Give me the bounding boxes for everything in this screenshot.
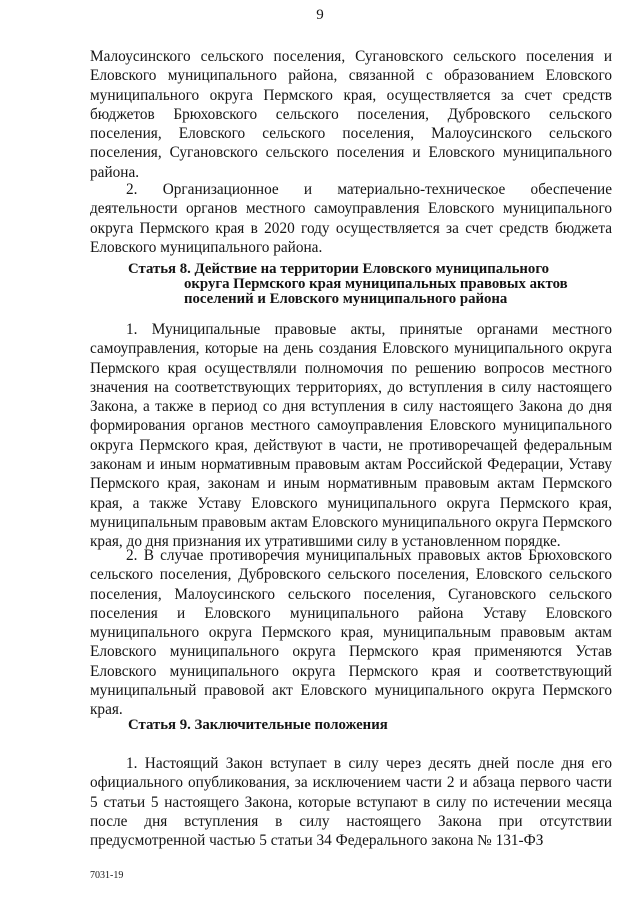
article8-heading-line1: Статья 8. Действие на территории Еловского муниципального <box>128 261 550 277</box>
paragraph-continuation: Малоусинского сельского поселения, Сугановского сельского поселения и Еловского муниципального района, связанной с образованием Еловского муниципального округа Пермского края, осуществляется за счет средств бюджетов Брюховского сельского поселения, Дубровского сельского поселения, Еловского сельского поселения, Малоусинского сельского поселения, Сугановского сельского поселения и Еловского муниципального района. <box>90 48 612 181</box>
page-number: 9 <box>316 7 324 23</box>
article8-heading <box>90 262 612 307</box>
article8-heading-line3: поселений и Еловского муниципального района <box>184 291 508 307</box>
article8-heading-line2: округа Пермского края муниципальных правовых актов <box>184 276 568 292</box>
article9-heading: Статья 9. Заключительные положения <box>128 717 388 733</box>
article8-paragraph-2: 2. В случае противоречия муниципальных правовых актов Брюховского сельского поселения, Дубровского сельского поселения, Еловского сельского поселения, Малоусинского сельского поселения, Сугановского сельского поселения и Еловского муниципального района Уставу Еловского муниципального округа Пермского края, муниципальным правовым актам Еловского муниципального округа Пермского края применяются Устав Еловского муниципального округа Пермского края и соответствующий муниципальный правовой акт Еловского муниципального округа Пермского края. <box>90 547 612 719</box>
article8-paragraph-1: 1. Муниципальные правовые акты, принятые органами местного самоуправления, которые на день создания Еловского муниципального округа Пермского края осуществляли полномочия по решению вопросов местного значения на соответствующих территориях, до вступления в силу настоящего Закона, а также в период со дня вступления в силу настоящего Закона до дня формирования органов местного самоуправления Еловского муниципального округа Пермского края, действуют в части, не противоречащей федеральным законам и иным нормативным правовым актам Российской Федерации, Уставу Пермского края, законам и иным нормативным правовым актам Пермского края, а также Уставу Еловского муниципального округа Пермского края, муниципальным правовым актам Еловского муниципального округа Пермского края, до дня признания их утратившими силу в установленном порядке. <box>90 321 612 551</box>
article7-paragraph-2: 2. Организационное и материально-техническое обеспечение деятельности органов местного самоуправления Еловского муниципального округа Пермского края в 2020 году осуществляется за счет средств бюджета Еловского муниципального района. <box>90 181 612 256</box>
article9-paragraph-1: 1. Настоящий Закон вступает в силу через десять дней после дня его официального опубликования, за исключением части 2 и абзаца первого части 5 статьи 5 настоящего Закона, которые вступают в силу по истечении месяца после дня вступления в силу настоящего Закона при отсутствии предусмотренной частью 5 статьи 34 Федерального закона № 131-ФЗ <box>90 755 612 850</box>
document-code: 7031-19 <box>90 870 124 881</box>
